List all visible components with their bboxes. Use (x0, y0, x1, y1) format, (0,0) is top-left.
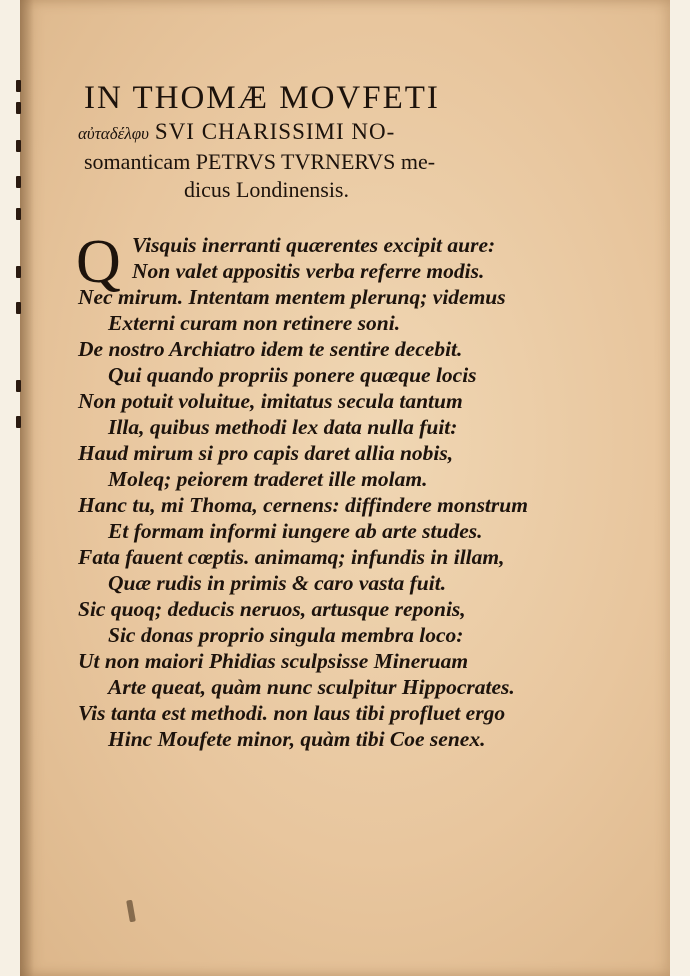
verse-line: Illa, quibus methodi lex data nulla fuit: (108, 415, 458, 439)
verse-line: Nec mirum. Intentam mentem plerunq; videmus (78, 285, 506, 309)
heading-line-3: somanticam PETRVS TVRNERVS me- (84, 149, 436, 174)
verse-line: Non potuit voluitue, imitatus secula tantum (78, 389, 463, 413)
verse-line: Vis tanta est methodi. non laus tibi profluet ergo (78, 701, 506, 725)
verse-line: Sic donas proprio singula membra loco: (108, 623, 464, 647)
verse-line: Haud mirum si pro capis daret allia nobis, (78, 441, 454, 465)
verse-line: De nostro Archiatro idem te sentire decebit. (78, 337, 463, 361)
verse-line: Moleq; peiorem traderet ille molam. (108, 467, 428, 491)
verse-line: Quæ rudis in primis & caro vasta fuit. (108, 571, 447, 595)
drop-cap: Q (76, 228, 121, 296)
poem-verses (76, 228, 638, 752)
greek-word: αὐταδέλφυ (78, 124, 149, 143)
verse-line: Arte queat, quàm nunc sculpitur Hippocrates. (108, 675, 515, 699)
verse-line: Sic quoq; deducis neruos, artusque reponis, (78, 597, 466, 621)
verse-line: Fata fauent cœptis. animamq; infundis in illam, (78, 545, 505, 569)
verse-line: Externi curam non retinere soni. (108, 311, 401, 335)
margin-ink-marks (16, 80, 26, 580)
heading-line-2-text: SVI CHARISSIMI NO- (154, 119, 396, 144)
verse-line: Hanc tu, mi Thoma, cernens: diffindere monstrum (78, 493, 528, 517)
poem-heading (78, 78, 638, 204)
verse-line: Hinc Moufete minor, quàm tibi Coe senex. (108, 727, 486, 751)
verse-line: Et formam informi iungere ab arte studes. (108, 519, 483, 543)
verse-line: Q Visquis inerranti quærentes excipit aure: (76, 228, 496, 296)
verse-line: Ut non maiori Phidias sculpsisse Mineruam (78, 649, 469, 673)
page-text (78, 78, 638, 752)
heading-line-2 (78, 118, 638, 148)
verse-line: Qui quando propriis ponere quæque locis (108, 363, 477, 387)
heading-line-1: IN THOMÆ MOVFETI (84, 80, 440, 116)
heading-line-4: dicus Londinensis. (184, 177, 349, 202)
verse-line: Non valet appositis verba referre modis. (132, 259, 485, 283)
